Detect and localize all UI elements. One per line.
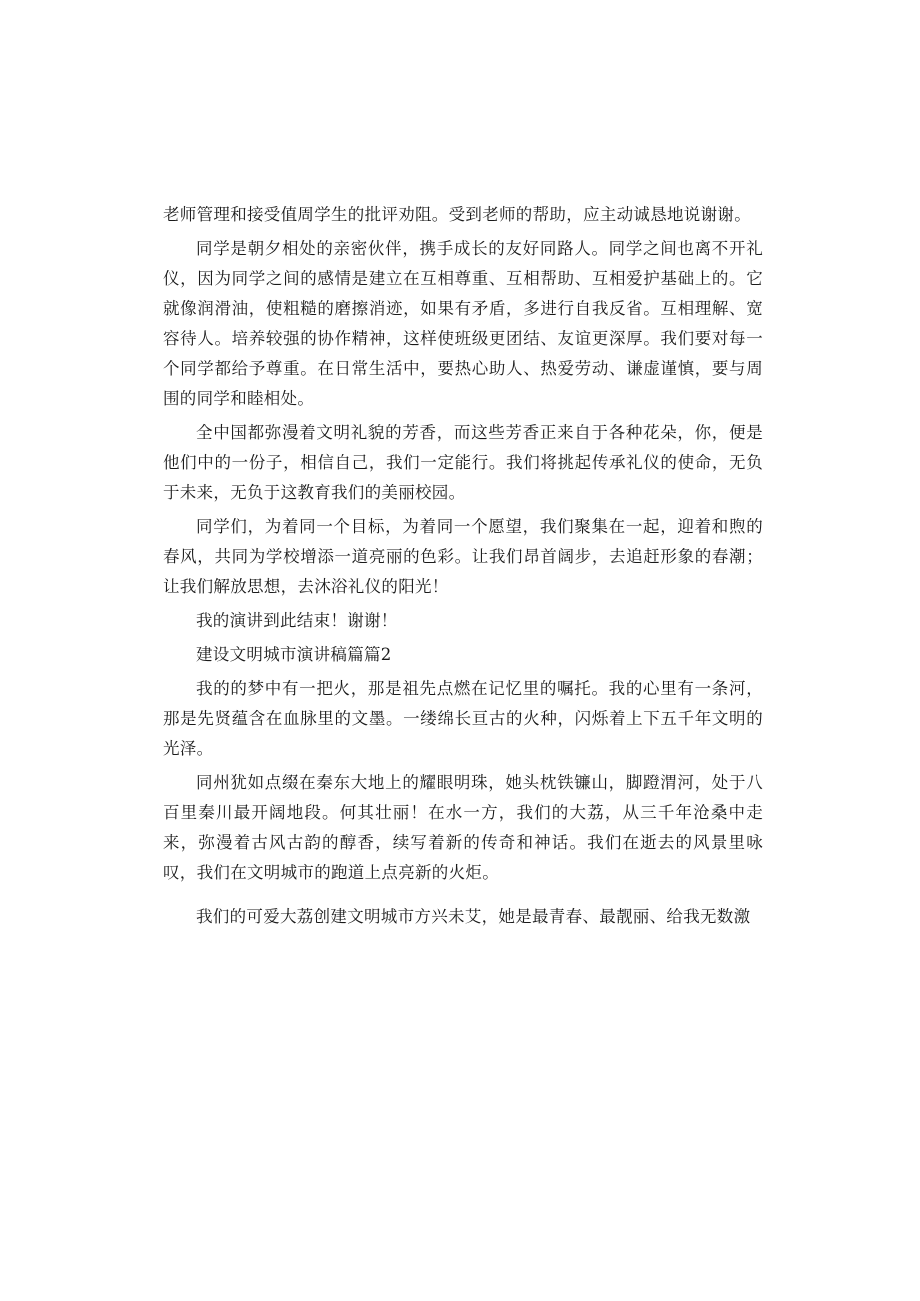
paragraph-4: 同学们，为着同一个目标，为着同一个愿望，我们聚集在一起，迎着和煦的春风，共同为学校增添一道亮丽的色彩。让我们昂首阔步，去追赶形象的春潮；让我们解放思想，去沐浴礼仪的阳光！ [163, 517, 763, 596]
paragraph-6: 同州犹如点缀在秦东大地上的耀眼明珠，她头枕铁镰山，脚蹬渭河，处于八百里秦川最开阔地段。何其壮丽！在水一方，我们的大荔，从三千年沧桑中走来，弥漫着古风古韵的醇香，续写着新的传奇和神话。我们在逝去的风景里咏叹，我们在文明城市的跑道上点亮新的火炬。 [163, 773, 763, 882]
paragraph-2: 同学是朝夕相处的亲密伙伴，携手成长的友好同路人。同学之间也离不开礼仪，因为同学之间的感情是建立在互相尊重、互相帮助、互相爱护基础上的。它就像润滑油，使粗糙的磨擦消迹，如果有矛盾，多进行自我反省。互相理解、宽容待人。培养较强的协作精神，这样使班级更团结、友谊更深厚。我们要对每一个同学都给予尊重。在日常生活中，要热心助人、热爱劳动、谦虚谨慎，要与周围的同学和睦相处。 [163, 239, 763, 408]
section-title: 建设文明城市演讲稿篇篇2 [196, 645, 392, 664]
paragraph-7: 我们的可爱大荔创建文明城市方兴未艾，她是最青春、最靓丽、给我无数激 [196, 907, 751, 926]
document-body [163, 200, 763, 936]
closing-line: 我的演讲到此结束！谢谢！ [196, 611, 398, 630]
paragraph-5: 我的的梦中有一把火，那是祖先点燃在记忆里的嘱托。我的心里有一条河，那是先贤蕴含在血脉里的文墨。一缕绵长亘古的火种，闪烁着上下五千年文明的光泽。 [163, 679, 763, 758]
paragraph-3: 全中国都弥漫着文明礼貌的芳香，而这些芳香正来自于各种花朵，你，便是他们中的一份子，相信自己，我们一定能行。我们将挑起传承礼仪的使命，无负于未来，无负于这教育我们的美丽校园。 [163, 423, 763, 502]
paragraph-1: 老师管理和接受值周学生的批评劝阻。受到老师的帮助，应主动诚恳地说谢谢。 [163, 205, 751, 224]
paragraph-gap [163, 892, 763, 902]
